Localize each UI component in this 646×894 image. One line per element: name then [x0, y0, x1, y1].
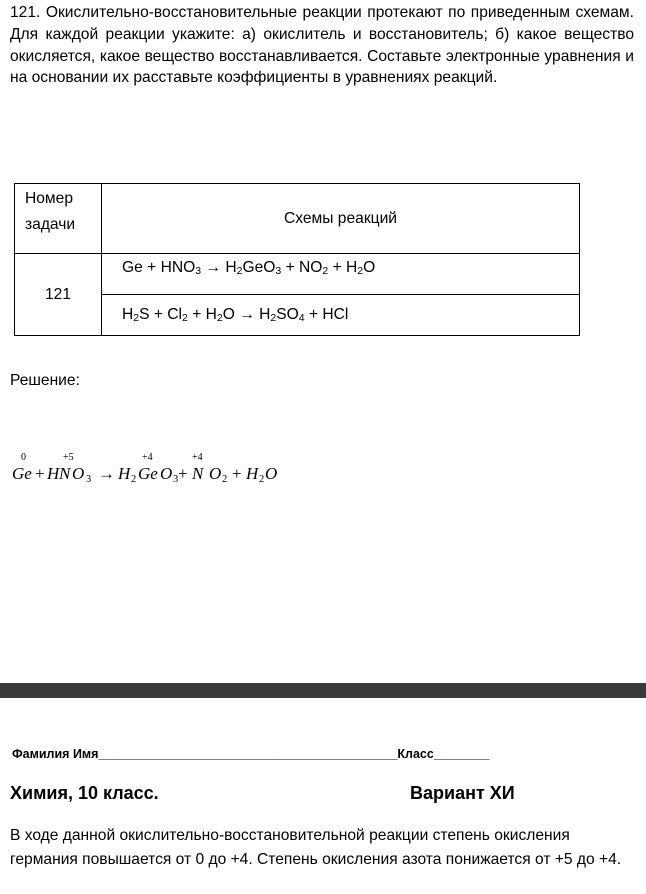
reaction-table: [14, 183, 580, 336]
ox-state-n: +5: [63, 452, 74, 463]
reaction-arrow: →: [201, 259, 226, 276]
reaction-arrow: →: [234, 306, 260, 323]
task-text: 121. Окислительно-восстановительные реакции протекают по приведенным схемам. Для каждой реакции укажите: а) окислитель и восстановитель; б) какое вещество окисляется, какое вещество восстанавливается. Составьте электронные уравнения и на основании их расставьте коэффициенты в уравнениях реакций.: [10, 4, 634, 87]
solution-label: Решение:: [10, 372, 80, 389]
reaction-1: Ge + HNO3 → H2GeO3 + NO2 + H2O: [102, 254, 580, 295]
ox-state-ge2: +4: [142, 452, 153, 463]
answer-text: В ходе данной окислительно-восстановительной реакции степень окисления германия повышается от 0 до +4. Степень окисления азота понижается от +5 до +4.: [10, 827, 622, 868]
header-number-line2: задачи: [25, 216, 76, 233]
reaction-2: H2S + Cl2 + H2O → H2SO4 + HCl: [102, 295, 580, 336]
formula-arrow: →: [98, 464, 115, 483]
header-number-line1: Номер: [25, 190, 73, 207]
table-header-row: [15, 184, 580, 254]
ox-state-n2: +4: [192, 452, 203, 463]
subject-title: Химия, 10 класс.: [10, 783, 159, 803]
header-task-number: [15, 184, 102, 254]
ox-state-ge: 0: [21, 452, 26, 463]
oxidation-formula: 0 Ge + H +5 N O 3 → H 2 +4 Ge O 3 + +4 N O 2 + H 2 O: [12, 452, 278, 485]
task-number-cell: 121: [15, 254, 102, 336]
name-class-line: Фамилия Имя___________________________________________Класс________: [12, 747, 490, 761]
header-schemes: Схемы реакций: [102, 184, 580, 254]
table-row: [15, 254, 580, 295]
page-separator: [0, 683, 646, 698]
variant-title: Вариант ХИ: [410, 783, 515, 803]
